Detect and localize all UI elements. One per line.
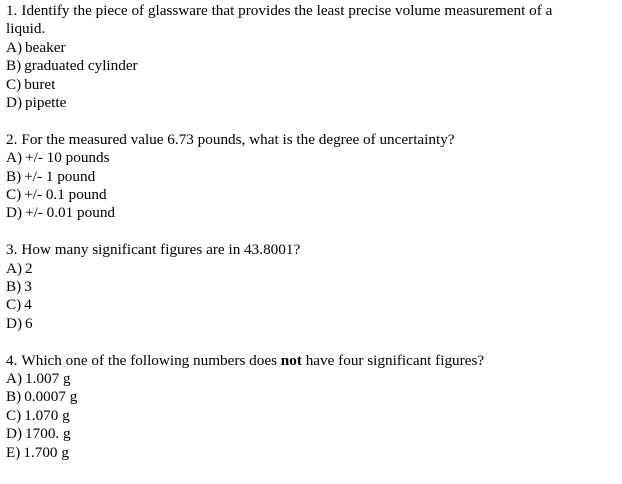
choice-letter: E) (6, 443, 21, 461)
question-text: How many significant figures are in 43.8001? (21, 241, 301, 259)
choice-item (6, 76, 616, 94)
spacer (6, 333, 616, 351)
choice-letter: B) (6, 57, 22, 75)
choice-item (6, 260, 616, 278)
question-text: For the measured value 6.73 pounds, what is the degree of uncertainty? (21, 130, 455, 148)
choice-item (6, 149, 616, 167)
choice-text: buret (24, 75, 56, 93)
choice-text: +/- 1 pound (24, 167, 96, 185)
choice-letter: B) (6, 167, 22, 185)
question-stem (6, 131, 616, 149)
choice-item (6, 407, 616, 425)
choice-letter: D) (6, 204, 23, 222)
choice-letter: B) (6, 388, 22, 406)
choice-text: 1.070 g (24, 406, 70, 424)
choice-letter: C) (6, 75, 22, 93)
choice-letter: A) (6, 259, 23, 277)
spacer (6, 223, 616, 241)
choice-letter: A) (6, 149, 23, 167)
choice-letter: C) (6, 186, 22, 204)
choice-item (6, 388, 616, 406)
choice-text: beaker (25, 38, 66, 56)
choice-text: 4 (24, 296, 32, 314)
choice-letter: D) (6, 94, 23, 112)
choice-list (6, 260, 616, 334)
choice-text: 1.700 g (23, 443, 69, 461)
choice-item (6, 370, 616, 388)
question-text: Which one of the following numbers does (21, 351, 281, 369)
question-text-end: have four significant figures? (301, 351, 485, 369)
question-number: 2. (6, 130, 18, 148)
choice-text: 3 (24, 278, 32, 296)
choice-item (6, 296, 616, 314)
question-stem (6, 352, 616, 370)
choice-item (6, 168, 616, 186)
choice-item (6, 186, 616, 204)
choice-letter: A) (6, 370, 23, 388)
choice-letter: D) (6, 314, 23, 332)
choice-letter: B) (6, 278, 22, 296)
choice-list (6, 39, 616, 113)
choice-list (6, 370, 616, 462)
quiz-document (6, 2, 616, 462)
choice-item (6, 57, 616, 75)
choice-text: 0.0007 g (24, 388, 78, 406)
choice-letter: D) (6, 425, 23, 443)
question-text: Identify the piece of glassware that provides the least precise volume measurement of a liquid. (6, 2, 553, 38)
question-number: 3. (6, 241, 18, 259)
choice-text: 2 (25, 259, 33, 277)
question-emphasis: not (280, 351, 302, 369)
choice-text: pipette (25, 94, 67, 112)
choice-item (6, 425, 616, 443)
choice-item (6, 39, 616, 57)
question-number: 1. (6, 2, 18, 19)
question-3 (6, 241, 616, 333)
choice-item (6, 278, 616, 296)
choice-text: +/- 0.1 pound (24, 186, 107, 204)
choice-list (6, 149, 616, 223)
choice-text: +/- 10 pounds (25, 149, 110, 167)
choice-item (6, 94, 616, 112)
question-stem (6, 2, 616, 39)
question-4 (6, 352, 616, 462)
spacer (6, 112, 616, 130)
question-1 (6, 2, 616, 112)
choice-item (6, 444, 616, 462)
choice-item (6, 315, 616, 333)
question-number: 4. (6, 351, 18, 369)
question-stem (6, 241, 616, 259)
choice-text: graduated cylinder (24, 57, 138, 75)
question-2 (6, 131, 616, 223)
choice-text: +/- 0.01 pound (25, 204, 116, 222)
choice-text: 6 (25, 314, 33, 332)
choice-letter: C) (6, 406, 22, 424)
choice-letter: A) (6, 38, 23, 56)
choice-item (6, 204, 616, 222)
choice-letter: C) (6, 296, 22, 314)
choice-text: 1.007 g (25, 370, 71, 388)
choice-text: 1700. g (25, 425, 71, 443)
